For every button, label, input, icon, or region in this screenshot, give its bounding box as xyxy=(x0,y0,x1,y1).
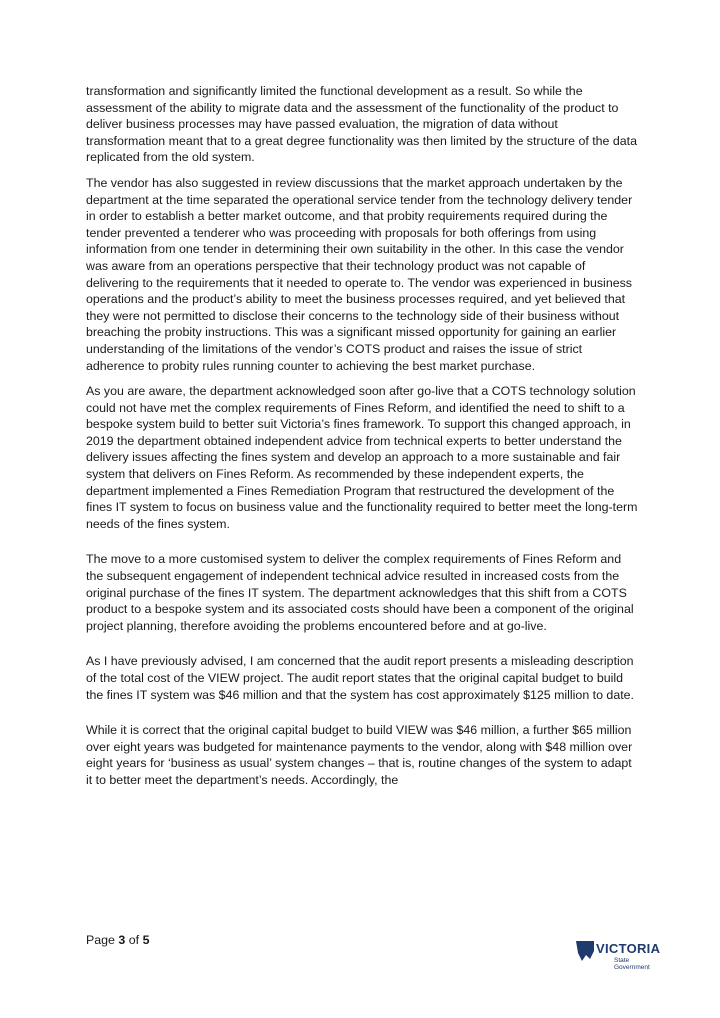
paragraph-6: While it is correct that the original capital budget to build VIEW was $46 million, a further $65 million over eight years was budgeted for maintenance payments to the vendor, along with $48 million over eight years for ‘business as usual’ system changes – that is, routine changes of the system to adapt it to better meet the department’s needs. Accordingly, the xyxy=(86,723,633,787)
document-body xyxy=(86,83,638,789)
paragraph-4: The move to a more customised system to deliver the complex requirements of Fines Reform and the subsequent engagement of independent technical advice resulted in increased costs from the original purchase of the fines IT system. The department acknowledges that this shift from a COTS product to a bespoke system and its associated costs should have been a component of the original project planning, therefore avoiding the problems encountered before and at go-live. xyxy=(86,552,634,633)
page-current: 3 xyxy=(118,933,126,947)
paragraph-5: As I have previously advised, I am concerned that the audit report presents a misleading description of the total cost of the VIEW project. The audit report states that the original capital budget to build the fines IT system was $46 million and that the system has cost approximately $125 million to date. xyxy=(86,654,634,702)
victoria-state-government-logo xyxy=(574,937,661,973)
paragraph-2: The vendor has also suggested in review discussions that the market approach undertaken by the department at the time separated the operational service tender from the technology delivery tender in order to establish a better market outcome, and that probity requirements required during the tender prevented a tenderer who was proceeding with proposals for both offerings from using information from one tender in determining their own suitability in the other. In this case the vendor was aware from an operations perspective that their technology product was not capable of delivering to the requirements that it needed to operate to. The vendor was experienced in business operations and the product’s ability to meet the business processes required, and yet believed that they were not permitted to disclose their concerns to the technology side of their business without breaching the probity instructions. This was a significant missed opportunity for gaining an earlier understanding of the limitations of the vendor’s COTS product and raises the issue of strict adherence to probity rules running counter to achieving the best market purchase. xyxy=(86,175,633,373)
logo-state: State xyxy=(614,957,630,964)
paragraph-1: transformation and significantly limited the functional development as a result. So while the assessment of the ability to migrate data and the assessment of the functionality of the product to deliver business processes may have passed evaluation, the migration of data without transformation meant that to a great degree functionality was then limited by the structure of the data replicated from the old system. xyxy=(86,84,638,165)
page-number xyxy=(86,932,149,948)
paragraph-3: As you are aware, the department acknowledged soon after go-live that a COTS technology solution could not have met the complex requirements of Fines Reform, and identified the need to shift to a bespoke system build to better suit Victoria’s fines framework. To support this changed approach, in 2019 the department obtained independent advice from technical experts to better understand the delivery issues affecting the fines system and develop an approach to a more sustainable and fair system that delivers on Fines Reform. As recommended by these independent experts, the department implemented a Fines Remediation Program that restructured the development of the fines IT system to focus on business value and the functionality required to better meet the long-term needs of the fines system. xyxy=(86,384,638,531)
page-label: Page xyxy=(86,933,115,947)
page-total: 5 xyxy=(142,933,150,947)
page-of: of xyxy=(128,933,140,947)
logo-wordmark: VICTORIA xyxy=(596,941,661,956)
logo-government: Government xyxy=(614,964,650,971)
